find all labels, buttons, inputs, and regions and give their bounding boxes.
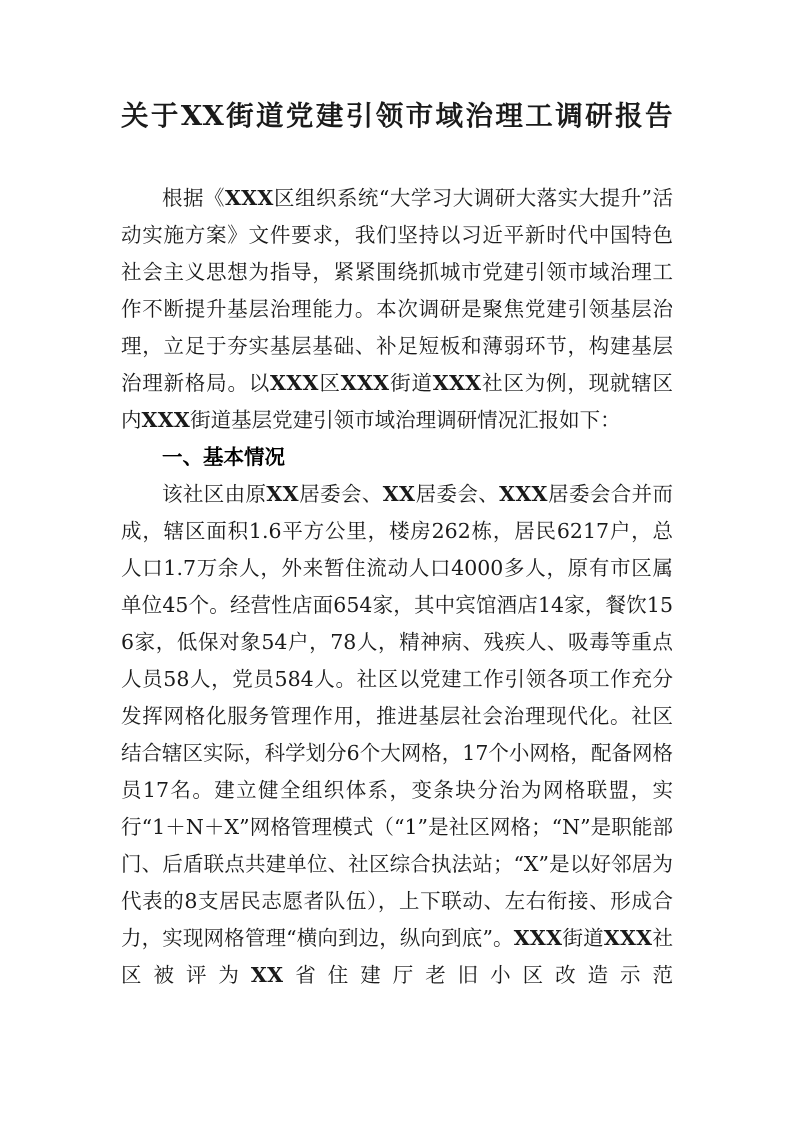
document-title: 关于XX街道党建引领市域治理工调研报告 xyxy=(121,100,674,132)
paragraph-basic-situation: 该社区由原XX居委会、XX居委会、XXX居委会合并而成，辖区面积1.6平方公里，楼房262栋，居民6217户，总人口1.7万余人，外来暂住流动人口4000多人，原有市区属单位45个。经营性店面654家，其中宾馆酒店14家，餐饮156家，低保对象54户，78人，精神病、残疾人、吸毒等重点人员58人，党员584人。社区以党建工作引领各项工作充分发挥网格化服务管理作用，推进基层社会治理现代化。社区结合辖区实际，科学划分6个大网格，17个小网格，配备网格员17名。建立健全组织体系，变条块分治为网格联盟，实行“1＋N＋X”网格管理模式（“1”是社区网格；“N”是职能部门、后盾联点共建单位、社区综合执法站；“X”是以好邻居为代表的8支居民志愿者队伍），上下联动、左右衔接、形成合力，实现网格管理“横向到边，纵向到底”。XXX街道XXX社区被评为XX省住建厅老旧小区改造示范 xyxy=(121,482,674,987)
paragraph-intro: 根据《XXX区组织系统“大学习大调研大落实大提升”活动实施方案》文件要求，我们坚持以习近平新时代中国特色社会主义思想为指导，紧紧围绕抓城市党建引领市域治理工作不断提升基层治理能力。本次调研是聚焦党建引领基层治理，立足于夯实基层基础、补足短板和薄弱环节，构建基层治理新格局。以XXX区XXX街道XXX社区为例，现就辖区内XXX街道基层党建引领市域治理调研情况汇报如下： xyxy=(121,186,674,432)
document-content xyxy=(121,96,673,994)
section-heading-basic-situation: 一、基本情况 xyxy=(162,446,285,469)
